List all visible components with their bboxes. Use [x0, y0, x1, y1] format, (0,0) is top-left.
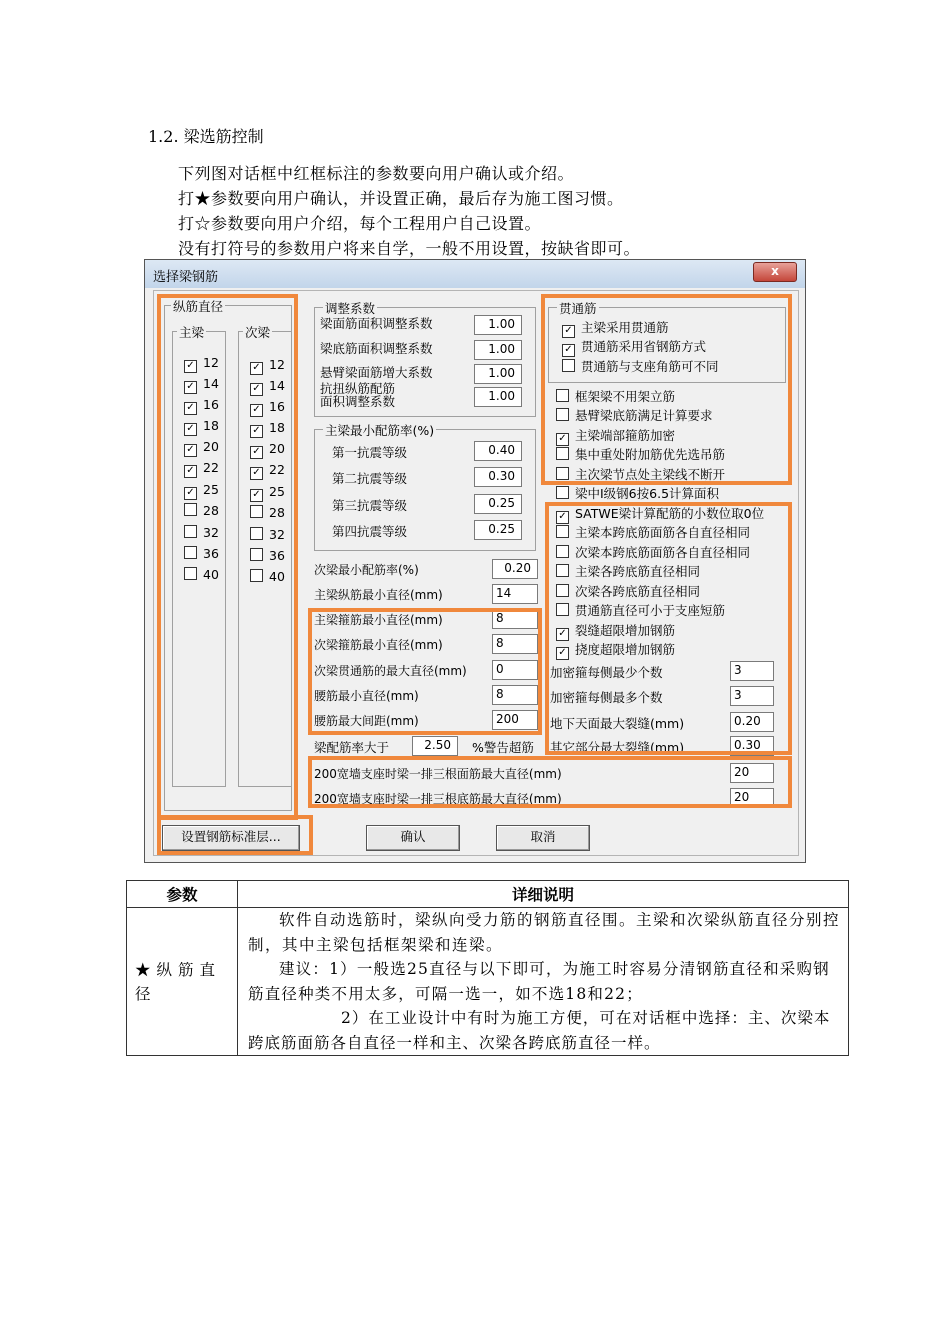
sub-diameter-item-label: 14: [269, 378, 285, 393]
right-field-input[interactable]: 0.30: [730, 736, 774, 756]
adjust-input[interactable]: 1.00: [474, 364, 522, 384]
settings-button[interactable]: 设置钢筋标准层...: [162, 825, 300, 851]
beam-option-label: 集中重处附加筋优先选吊筋: [575, 447, 726, 462]
highlight-frame: [308, 756, 792, 808]
beam-option-label: 主梁本跨底筋面筋各自直径相同: [575, 525, 751, 540]
close-icon[interactable]: x: [753, 262, 797, 282]
beam-option-label: 次梁本跨底筋面筋各自直径相同: [575, 545, 751, 560]
beam-option-checkbox[interactable]: [556, 486, 569, 499]
dialog-body: [153, 290, 799, 856]
highlight-frame: [157, 815, 313, 855]
adjust-group-label: 调整系数: [325, 301, 376, 316]
wall-field-input[interactable]: 20: [730, 763, 774, 783]
mid-field-label: 次梁箍筋最小直径(mm): [314, 638, 443, 652]
detail-paragraph: 建议：1）一般选25直径与以下即可，为施工时容易分清钢筋直径和采购钢筋直径种类不用太多，可隔一选一，如不选18和22；: [248, 960, 830, 1003]
sub-diameter-item-checkbox[interactable]: ✓: [250, 383, 263, 396]
ratio-label: 第二抗震等级: [332, 471, 408, 486]
dialog-titlebar: [145, 260, 805, 288]
wall-field-input[interactable]: 20: [730, 788, 774, 808]
through-group-label: 贯通筋: [559, 301, 597, 316]
mid-field-input[interactable]: 0: [492, 660, 538, 680]
mid-field-input[interactable]: 8: [492, 609, 538, 629]
right-field-input[interactable]: 3: [730, 686, 774, 706]
mid-field-label: 次梁最小配筋率(%): [314, 563, 419, 577]
mid-field-input[interactable]: 14: [492, 584, 538, 604]
adjust-input[interactable]: 1.00: [474, 340, 522, 360]
right-field-label: 加密箍每侧最多个数: [550, 690, 663, 705]
sub-diameter-item-checkbox[interactable]: ✓: [250, 362, 263, 375]
dialog-title: 选择梁钢筋: [153, 270, 219, 285]
sub-diameter-item-label: 40: [269, 569, 285, 584]
main-diameter-item-label: 14: [203, 376, 219, 391]
beam-option-label: 贯通筋直径可小于支座短筋: [575, 603, 726, 618]
right-field-label: 其它部分最大裂缝(mm): [550, 740, 685, 755]
warn-label: 梁配筋率大于: [314, 740, 390, 755]
beam-option-checkbox[interactable]: ✓: [556, 647, 569, 660]
ratio-label: 第四抗震等级: [332, 524, 408, 539]
main-diameter-item-checkbox[interactable]: ✓: [184, 423, 197, 436]
beam-option-label: 裂缝超限增加钢筋: [575, 623, 676, 638]
mid-field-input[interactable]: 8: [492, 634, 538, 654]
highlight-frame: [545, 502, 792, 755]
ratio-label: 第一抗震等级: [332, 445, 408, 460]
main-diameter-item-checkbox[interactable]: ✓: [184, 402, 197, 415]
mid-field-input[interactable]: 0.20: [492, 559, 538, 579]
main-diameter-item-checkbox[interactable]: ✓: [184, 465, 197, 478]
mid-field-label: 次梁贯通筋的最大直径(mm): [314, 664, 467, 678]
sub-diameter-item-checkbox[interactable]: ✓: [250, 467, 263, 480]
sub-beam-label: 次梁: [245, 325, 271, 340]
highlight-frame: [541, 294, 792, 485]
beam-option-checkbox[interactable]: ✓: [556, 433, 569, 446]
diameter-group-label: 纵筋直径: [173, 299, 224, 314]
through-option-label: 主梁采用贯通筋: [581, 320, 669, 335]
adjust-label: 抗扭纵筋配筋 面积调整系数: [320, 381, 396, 409]
main-diameter-item-label: 12: [203, 355, 219, 370]
mid-field-label: 主梁纵筋最小直径(mm): [314, 588, 443, 602]
sub-diameter-item-label: 12: [269, 357, 285, 372]
beam-option-label: 主梁各跨底筋直径相同: [575, 564, 701, 579]
beam-option-label: 悬臂梁底筋满足计算要求: [575, 408, 713, 423]
mid-field-label: 腰筋最小直径(mm): [314, 689, 419, 703]
main-diameter-item-label: 18: [203, 418, 219, 433]
wall-field-label: 200宽墙支座时梁一排三根面筋最大直径(mm): [314, 767, 562, 781]
ratio-input[interactable]: 0.40: [474, 441, 522, 461]
detail-paragraph: 2）在工业设计中有时为施工方便，可在对话框中选择：主、次梁本跨底筋面筋各自直径一样和主、次梁各跨底筋直径一样。: [248, 1009, 831, 1052]
wall-field-label: 200宽墙支座时梁一排三根底筋最大直径(mm): [314, 792, 562, 806]
beam-option-checkbox[interactable]: ✓: [556, 628, 569, 641]
main-diameter-item-label: 36: [203, 546, 219, 561]
right-field-input[interactable]: 0.20: [730, 712, 774, 732]
main-diameter-item-label: 22: [203, 460, 219, 475]
param-detail: [238, 908, 849, 1056]
through-option-checkbox[interactable]: ✓: [562, 325, 575, 338]
through-option-checkbox[interactable]: ✓: [562, 344, 575, 357]
sub-diameter-item-label: 32: [269, 527, 285, 542]
main-diameter-item-checkbox[interactable]: ✓: [184, 360, 197, 373]
ratio-label: 第三抗震等级: [332, 498, 408, 513]
description-table: [126, 880, 849, 1056]
highlight-frame: [308, 608, 542, 735]
beam-option-label: 次梁各跨底筋直径相同: [575, 584, 701, 599]
main-diameter-item-label: 16: [203, 397, 219, 412]
mid-field-label: 主梁箍筋最小直径(mm): [314, 613, 443, 627]
right-field-label: 地下天面最大裂缝(mm): [550, 716, 685, 731]
sub-diameter-item-checkbox[interactable]: ✓: [250, 425, 263, 438]
sub-diameter-item-label: 22: [269, 462, 285, 477]
sub-diameter-item-checkbox[interactable]: ✓: [250, 404, 263, 417]
main-diameter-item-label: 32: [203, 525, 219, 540]
sub-diameter-item-label: 16: [269, 399, 285, 414]
intro-line: 没有打符号的参数用户将来自学，一般不用设置，按缺省即可。: [178, 239, 641, 258]
beam-option-label: 梁中I级钢6按6.5计算面积: [575, 486, 720, 501]
main-diameter-item-checkbox[interactable]: ✓: [184, 381, 197, 394]
sub-diameter-item-label: 25: [269, 484, 285, 499]
beam-option[interactable]: [556, 484, 719, 502]
sub-diameter-item-label: 20: [269, 441, 285, 456]
cancel-button[interactable]: 取消: [496, 825, 590, 851]
section-heading: 1.2. 梁选筋控制: [148, 127, 264, 146]
through-option-label: 贯通筋采用省钢筋方式: [581, 339, 707, 354]
adjust-label: 悬臂梁面筋增大系数: [320, 365, 433, 380]
through-option-label: 贯通筋与支座角筋可不同: [581, 359, 719, 374]
min-ratio-group-label: 主梁最小配筋率(%): [325, 423, 435, 438]
warn-suffix: %警告超筋: [472, 740, 534, 755]
main-diameter-item-label: 40: [203, 567, 219, 582]
highlight-frame: [157, 294, 298, 820]
detail-paragraph: 软件自动选筋时，梁纵向受力筋的钢筋直径围。主梁和次梁纵筋直径分别控制，其中主梁包括框架梁和连梁。: [248, 911, 841, 954]
mid-field-input[interactable]: 8: [492, 685, 538, 705]
main-diameter-item-label: 20: [203, 439, 219, 454]
right-field-input[interactable]: 3: [730, 661, 774, 681]
beam-option-label: 主次梁节点处主梁线不断开: [575, 467, 726, 482]
mid-field-input[interactable]: 200: [492, 710, 538, 730]
main-diameter-item-label: 28: [203, 503, 219, 518]
warn-ratio-input[interactable]: 2.50: [412, 736, 458, 756]
ratio-input[interactable]: 0.30: [474, 467, 522, 487]
ok-button[interactable]: 确认: [366, 825, 460, 851]
adjust-input[interactable]: 1.00: [474, 387, 522, 407]
ratio-input[interactable]: 0.25: [474, 520, 522, 540]
param-name: ★纵筋直径: [127, 908, 238, 1056]
sub-diameter-item-checkbox[interactable]: ✓: [250, 489, 263, 502]
rebar-dialog: [144, 259, 806, 863]
adjust-label: 梁底筋面积调整系数: [320, 341, 433, 356]
beam-option-checkbox[interactable]: ✓: [556, 511, 569, 524]
sub-diameter-item-label: 28: [269, 505, 285, 520]
intro-line: 打★参数要向用户确认，并设置正确，最后存为施工图习惯。: [178, 189, 624, 208]
beam-option-label: 框架梁不用架立筋: [575, 389, 676, 404]
main-beam-label: 主梁: [179, 325, 205, 340]
main-diameter-item-label: 25: [203, 482, 219, 497]
right-field-label: 加密箍每侧最少个数: [550, 665, 663, 680]
main-diameter-item-checkbox[interactable]: ✓: [184, 444, 197, 457]
intro-line: 下列图对话框中红框标注的参数要向用户确认或介绍。: [178, 164, 575, 183]
intro-line: 打☆参数要向用户介绍，每个工程用户自己设置。: [178, 214, 542, 233]
sub-diameter-item-checkbox[interactable]: ✓: [250, 446, 263, 459]
header-detail: 详细说明: [238, 881, 849, 908]
adjust-input[interactable]: 1.00: [474, 315, 522, 335]
sub-diameter-item-label: 36: [269, 548, 285, 563]
main-diameter-item-checkbox[interactable]: ✓: [184, 487, 197, 500]
ratio-input[interactable]: 0.25: [474, 494, 522, 514]
beam-option-label: 挠度超限增加钢筋: [575, 642, 676, 657]
mid-field-label: 腰筋最大间距(mm): [314, 714, 419, 728]
sub-diameter-item-label: 18: [269, 420, 285, 435]
header-param: 参数: [127, 881, 238, 908]
beam-option-label: SATWE梁计算配筋的小数位取0位: [575, 506, 765, 521]
adjust-label: 梁面筋面积调整系数: [320, 316, 433, 331]
beam-option-label: 主梁端部箍筋加密: [575, 428, 676, 443]
